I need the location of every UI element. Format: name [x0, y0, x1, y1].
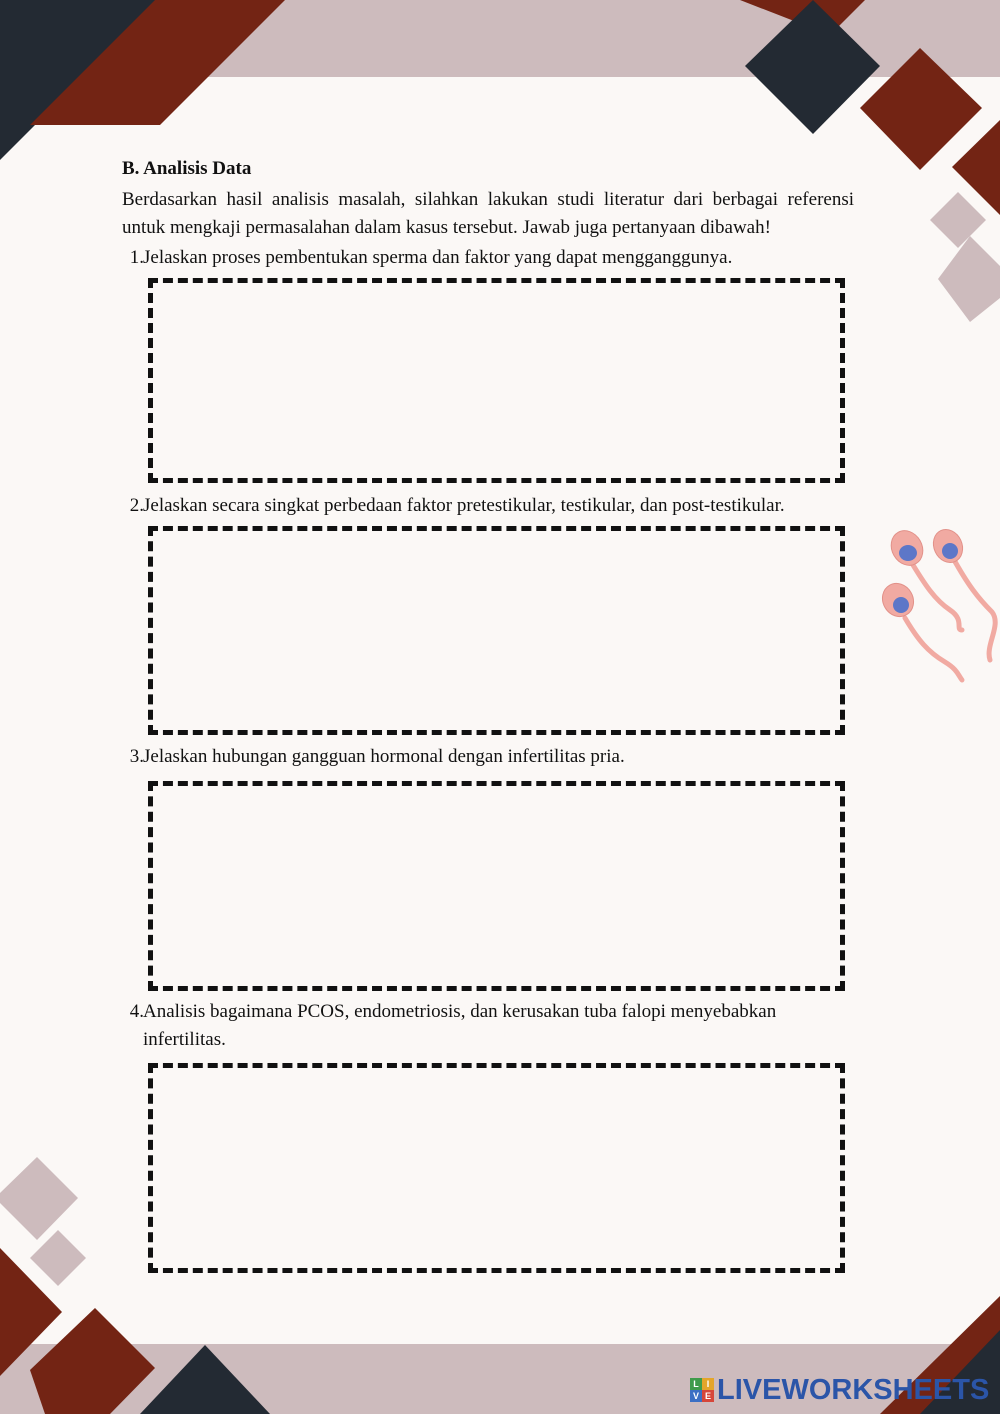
section-title: B. Analisis Data [122, 158, 252, 179]
answer-box-1[interactable] [148, 278, 845, 483]
right-mauve-diamond-1 [930, 192, 986, 248]
answer-box-2[interactable] [148, 526, 845, 735]
bottom-left-mauve-diamond-1 [0, 1157, 78, 1240]
question-1-text: Jelaskan proses pembentukan sperma dan faktor yang dapat mengganggunya. [143, 247, 733, 268]
question-1-number: 1. [129, 247, 144, 268]
question-3-number: 3. [129, 746, 144, 767]
question-4-text: Analisis bagaimana PCOS, endometriosis, dan kerusakan tuba falopi menyebabkan infertilitas. [143, 1001, 777, 1050]
liveworksheets-logo [690, 1372, 989, 1408]
question-2-number: 2. [129, 495, 144, 516]
sperm-cells-icon [877, 525, 996, 680]
question-2-text: Jelaskan secara singkat perbedaan faktor pretestikular, testikular, dan post-testikular. [143, 495, 785, 516]
answer-box-4[interactable] [148, 1063, 845, 1273]
answer-box-3[interactable] [148, 781, 845, 991]
right-mauve-diamond-2 [938, 236, 1000, 322]
logo-text: LIVEWORKSHEETS [717, 1373, 990, 1406]
logo-mark-icon: L I V E [690, 1378, 714, 1402]
question-3-text: Jelaskan hubungan gangguan hormonal dengan infertilitas pria. [143, 746, 625, 767]
section-intro: Berdasarkan hasil analisis masalah, silahkan lakukan studi literatur dari berbagai referensi untuk mengkaji permasalahan dalam kasus tersebut. Jawab juga pertanyaan dibawah! [122, 189, 854, 238]
question-4-number: 4. [129, 1001, 144, 1022]
